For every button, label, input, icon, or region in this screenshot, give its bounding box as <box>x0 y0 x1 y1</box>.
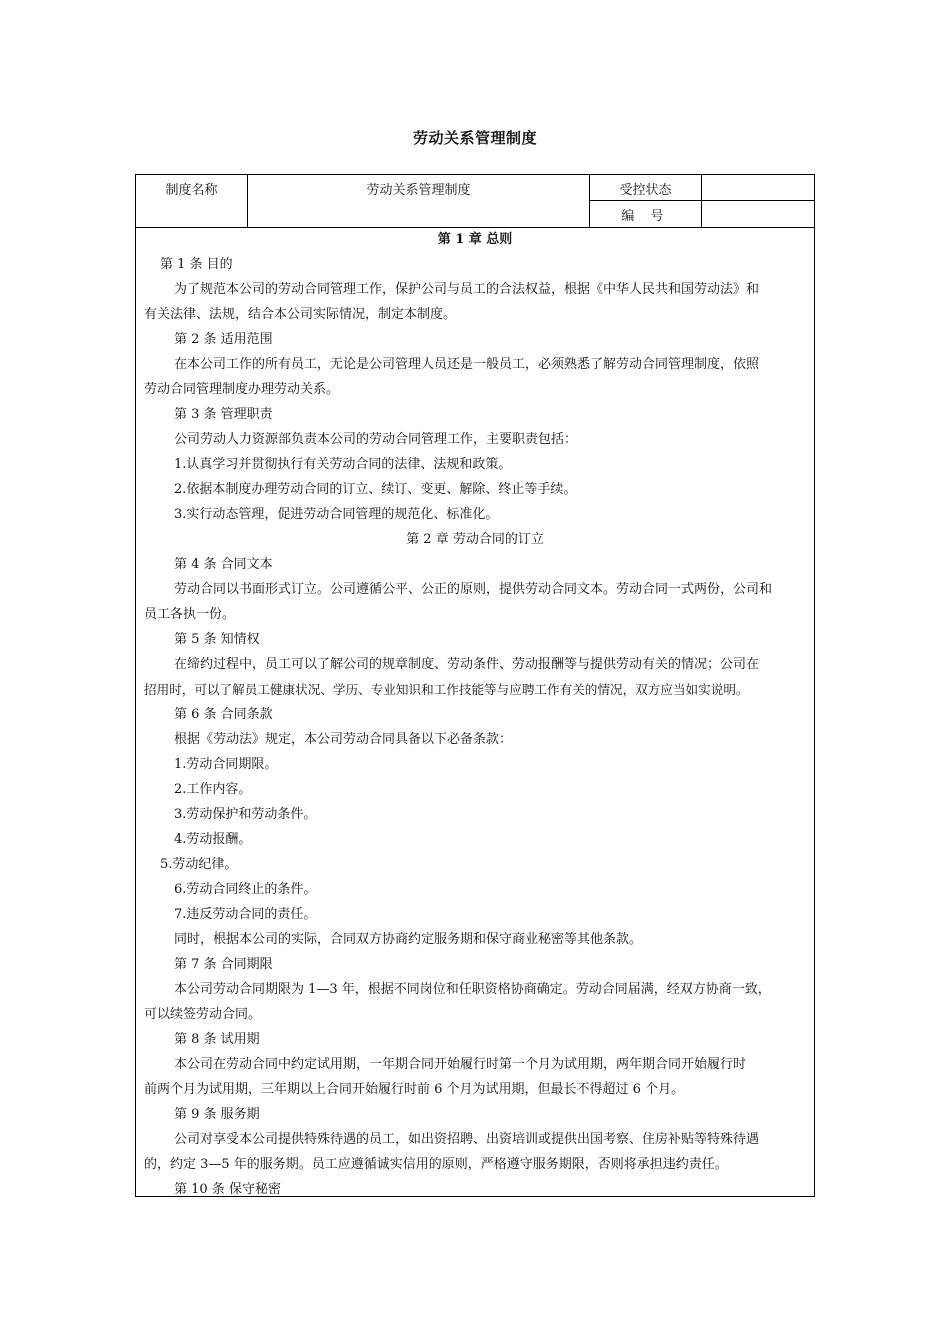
paragraph-line: 可以续签劳动合同。 <box>144 1007 262 1022</box>
paragraph-line: 本公司劳动合同期限为 1—3 年，根据不同岗位和任职资格协商确定。劳动合同届满，经双方协商一致， <box>174 982 771 997</box>
control-status-label: 受控状态 <box>619 183 672 198</box>
paragraph-line: 根据《劳动法》规定，本公司劳动合同具备以下必备条款： <box>174 732 513 747</box>
policy-name-label: 制度名称 <box>165 183 218 198</box>
paragraph-line: 本公司在劳动合同中约定试用期，一年期合同开始履行时第一个月为试用期，两年期合同开始履行时 <box>174 1057 747 1072</box>
list-item: 4.劳动报酬。 <box>174 832 252 847</box>
article-heading: 第 6 条 合同条款 <box>174 707 273 722</box>
article-heading: 第 3 条 管理职责 <box>174 407 273 422</box>
article-heading: 第 9 条 服务期 <box>174 1107 260 1122</box>
list-item: 2.依据本制度办理劳动合同的订立、续订、变更、解除、终止等手续。 <box>174 482 577 497</box>
paragraph-line: 公司对享受本公司提供特殊待遇的员工，如出资招聘、出资培训或提供出国考察、住房补贴等特殊待遇 <box>174 1132 760 1147</box>
paragraph-line: 的，约定 3—5 年的服务期。员工应遵循诚实信用的原则，严格遵守服务期限，否则将承担违约责任。 <box>144 1157 728 1172</box>
chapter-heading: 第 1 章 总则 <box>437 232 513 247</box>
list-item: 3.劳动保护和劳动条件。 <box>174 807 317 822</box>
paragraph-line: 有关法律、法规，结合本公司实际情况，制定本制度。 <box>144 307 457 322</box>
document-table <box>135 174 815 1197</box>
list-item: 1.劳动合同期限。 <box>174 757 278 772</box>
article-heading: 第 5 条 知情权 <box>174 632 260 647</box>
article-heading: 第 4 条 合同文本 <box>174 557 273 572</box>
paragraph-line: 招用时，可以了解员工健康状况、学历、专业知识和工作技能等与应聘工作有关的情况，双方应当如实说明。 <box>144 682 749 697</box>
paragraph-line: 公司劳动人力资源部负责本公司的劳动合同管理工作，主要职责包括： <box>174 432 578 447</box>
paragraph-line: 同时，根据本公司的实际，合同双方协商约定服务期和保守商业秘密等其他条款。 <box>174 932 643 947</box>
article-heading: 第 8 条 试用期 <box>174 1032 260 1047</box>
list-item: 5.劳动纪律。 <box>160 857 238 872</box>
list-item: 6.劳动合同终止的条件。 <box>174 882 317 897</box>
paragraph-line: 员工各执一份。 <box>144 607 236 622</box>
paragraph-line: 为了规范本公司的劳动合同管理工作，保护公司与员工的合法权益，根据《中华人民共和国劳动法》和 <box>174 282 760 297</box>
list-item: 3.实行动态管理，促进劳动合同管理的规范化、标准化。 <box>174 507 499 522</box>
paragraph-line: 在本公司工作的所有员工，无论是公司管理人员还是一般员工，必须熟悉了解劳动合同管理制度，依照 <box>174 357 760 372</box>
chapter-heading: 第 2 章 劳动合同的订立 <box>406 532 544 547</box>
paragraph-line: 前两个月为试用期，三年期以上合同开始履行时前 6 个月为试用期，但最长不得超过 6 个月。 <box>144 1082 685 1097</box>
paragraph-line: 劳动合同管理制度办理劳动关系。 <box>144 382 340 397</box>
page-title: 劳动关系管理制度 <box>412 129 537 147</box>
article-heading: 第 7 条 合同期限 <box>174 957 273 972</box>
paragraph-line: 在缔约过程中，员工可以了解公司的规章制度、劳动条件、劳动报酬等与提供劳动有关的情况；公司在 <box>174 657 760 672</box>
article-heading: 第 1 条 目的 <box>160 257 233 272</box>
article-heading: 第 10 条 保守秘密 <box>174 1182 281 1197</box>
list-item: 7.违反劳动合同的责任。 <box>174 907 317 922</box>
header-table <box>136 175 814 228</box>
article-heading: 第 2 条 适用范围 <box>174 332 273 347</box>
list-item: 1.认真学习并贯彻执行有关劳动合同的法律、法规和政策。 <box>174 457 512 472</box>
paragraph-line: 劳动合同以书面形式订立。公司遵循公平、公正的原则，提供劳动合同文本。劳动合同一式两份，公司和 <box>174 582 773 597</box>
policy-name-value: 劳动关系管理制度 <box>366 183 471 198</box>
list-item: 2.工作内容。 <box>174 782 252 797</box>
number-label: 编 号 <box>621 209 670 224</box>
